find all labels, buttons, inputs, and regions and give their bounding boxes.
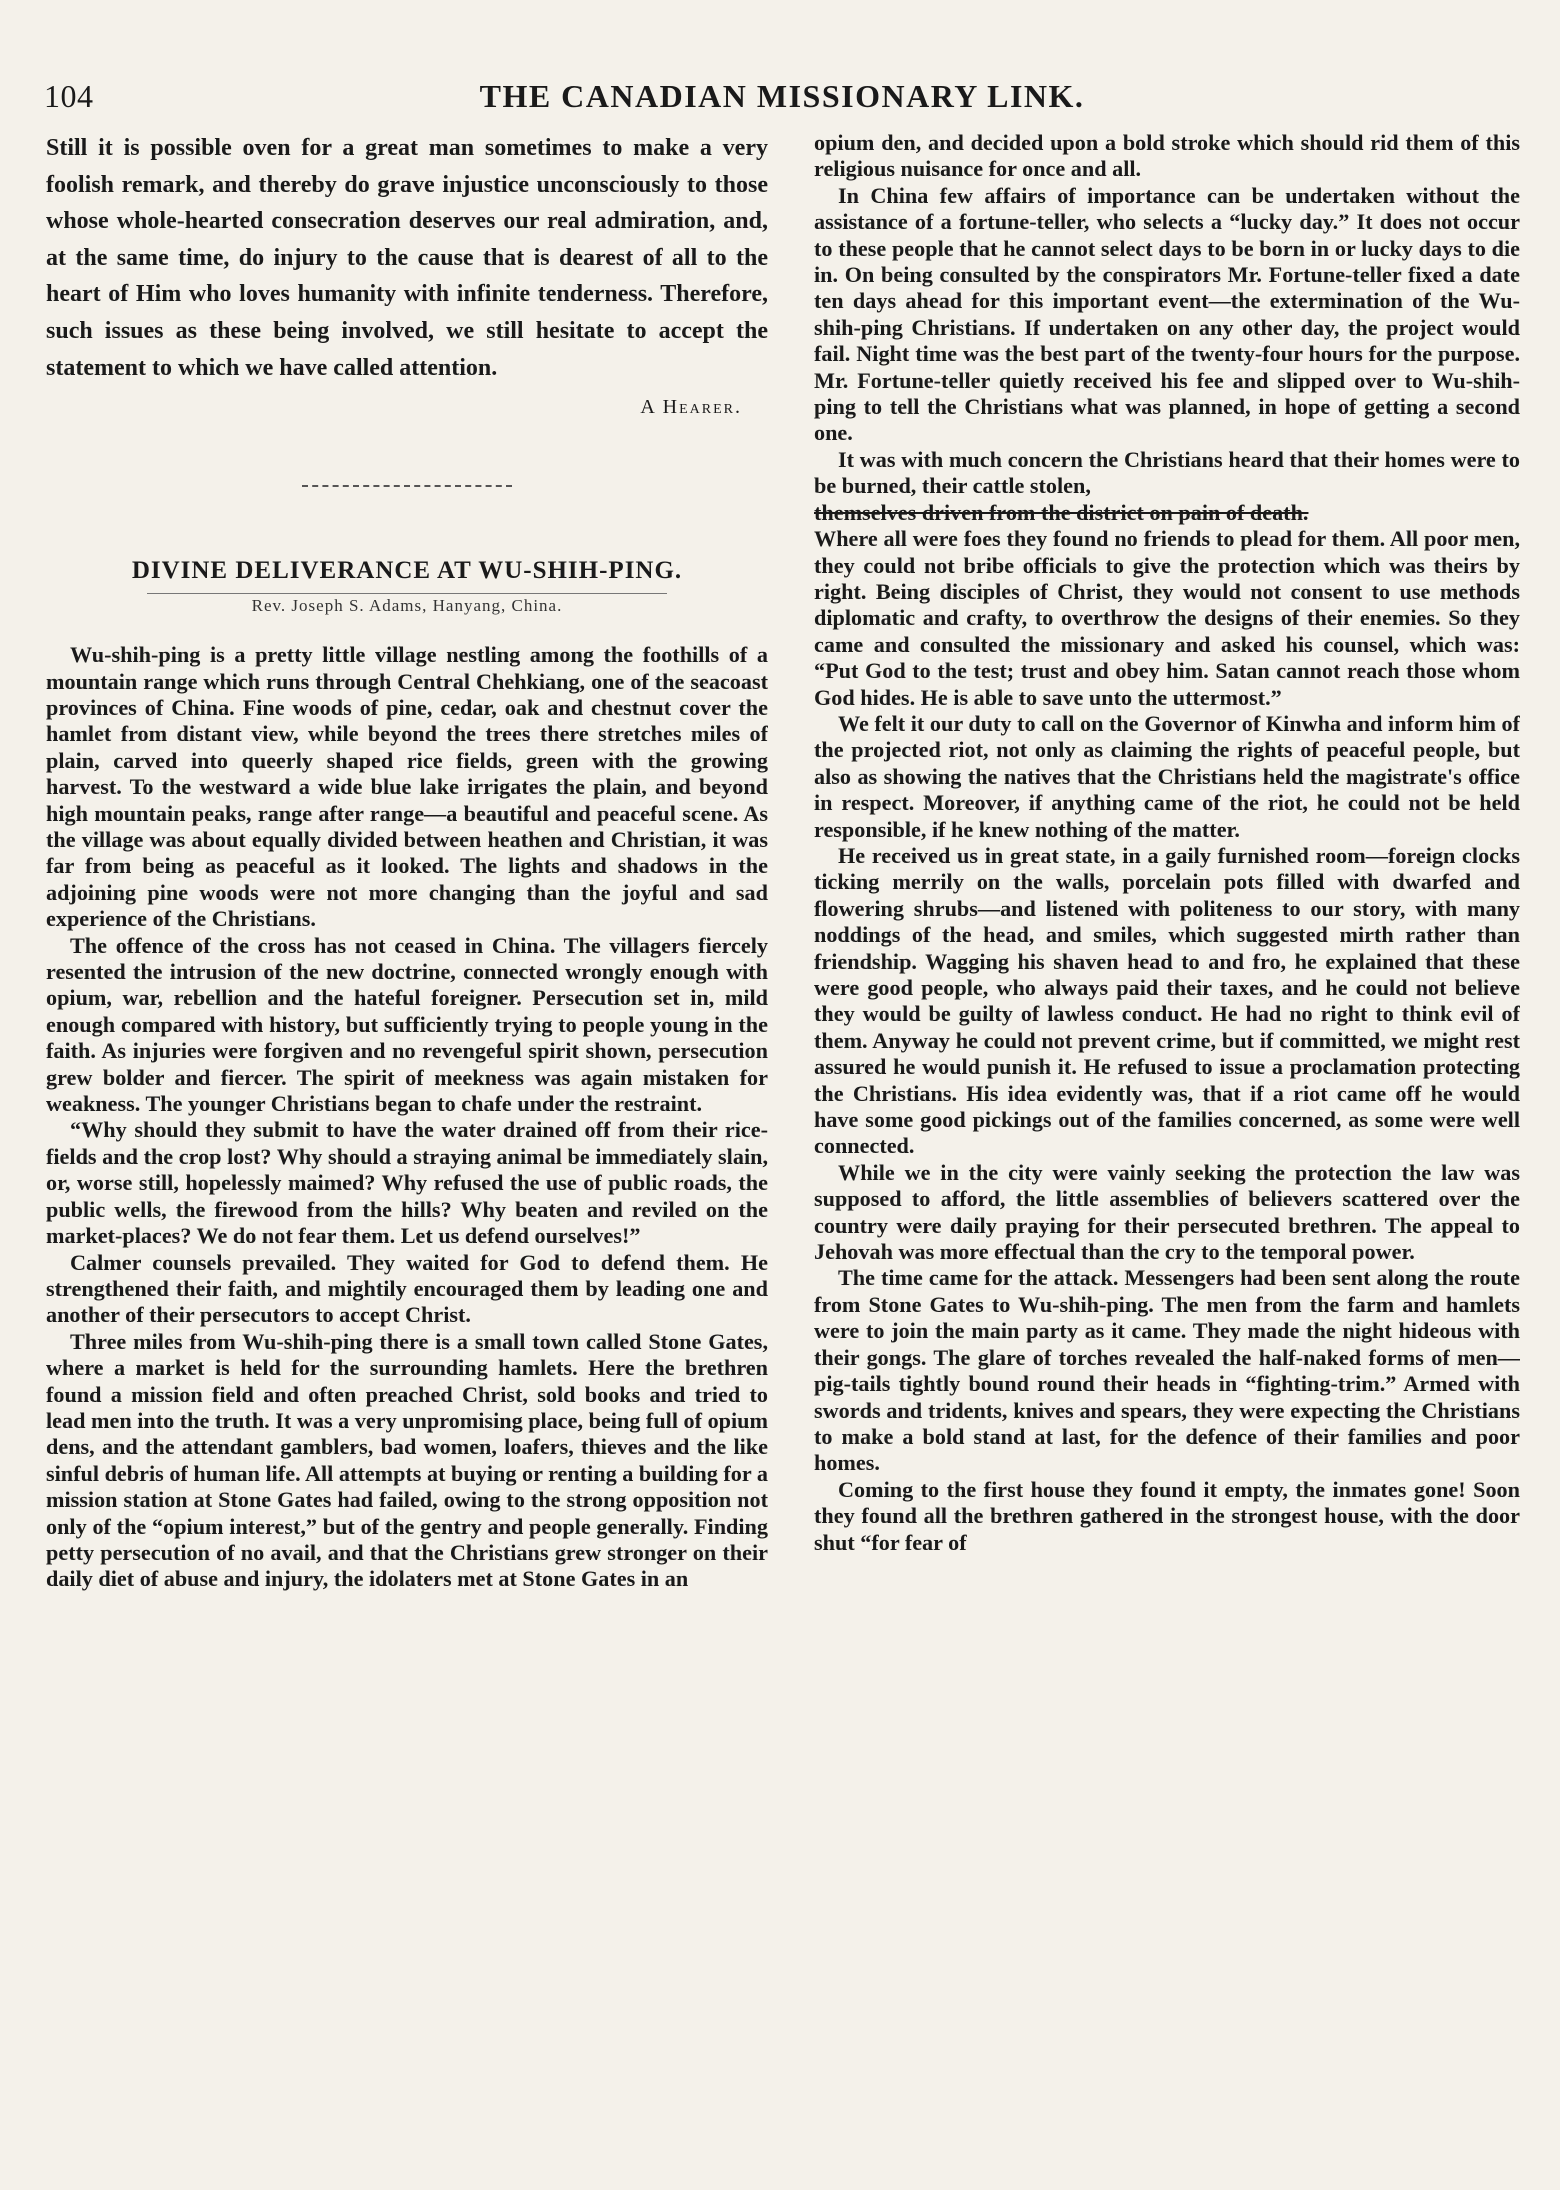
left-column (46, 130, 768, 2160)
paragraph: Coming to the first house they found it empty, the inmates gone! Soon they found all the brethren gathered in the strongest house, with the door shut “for fear of (814, 1476, 1520, 1555)
paragraph: The time came for the attack. Messengers had been sent along the route from Stone Gates to Wu-shih-ping. The men from the farm and hamlets were to join the main party as it came. They made the night hideous with their gongs. The glare of torches revealed the half-naked forms of men—pig-tails tightly bound round their heads in “fighting-trim.” Armed with swords and tridents, knives and spears, they were expecting the Christians to make a bold stand at last, for the defence of their families and poor homes. (814, 1265, 1520, 1476)
struck-line: themselves driven from the district on pain of death. (814, 499, 1309, 525)
right-column (814, 130, 1520, 2160)
paragraph: In China few affairs of importance can be undertaken without the assistance of a fortune-teller, who selects a “lucky day.” It does not occur to these people that he cannot select days to be born in or lucky days to die in. On being consulted by the conspirators Mr. Fortune-teller fixed a date ten days ahead for this important event—the extermination of the Wu-shih-ping Christians. If undertaken on any other day, the project would fail. Night time was the best part of the twenty-four hours for the purpose. Mr. Fortune-teller quietly received his fee and slipped over to Wu-shih-ping to tell the Christians what was planned, in hope of getting a second one. (814, 182, 1520, 446)
paragraph: It was with much concern the Christians heard that their homes were to be burned, their cattle stolen, (814, 446, 1520, 499)
paragraph: Where all were foes they found no friends to plead for them. All poor men, they could not bribe officials to give the protection which was theirs by right. Being disciples of Christ, they would not consent to use methods diplomatic and crafty, to overthrow the designs of their enemies. So they came and consulted the missionary and asked his counsel, which was: “Put God to the test; trust and obey him. Satan cannot reach those whom God hides. He is able to save unto the uttermost.” (814, 526, 1520, 710)
signature: A Hearer. (640, 396, 742, 419)
paragraph: We felt it our duty to call on the Governor of Kinwha and inform him of the projected riot, not only as claiming the rights of peaceful people, but also as showing the natives that the Christians held the magistrate's office in respect. Moreover, if anything came of the riot, he could not be held responsible, if he knew nothing of the matter. (814, 710, 1520, 842)
paragraph: Calmer counsels prevailed. They waited for God to defend them. He strengthened their faith, and mightily encouraged them by leading one and another of their persecutors to accept Christ. (46, 1249, 768, 1328)
paragraph: Wu-shih-ping is a pretty little village nestling among the foothills of a mountain range which runs through Central Chehkiang, one of the seacoast provinces of China. Fine woods of pine, cedar, oak and chestnut cover the hamlet from distant view, while beyond the trees there stretches miles of plain, carved into queerly shaped rice fields, green with the growing harvest. To the westward a wide blue lake irrigates the plain, and beyond high mountain peaks, range after range—a beautiful and peaceful scene. As the village was about equally divided between heathen and Christian, it was far from being as peaceful as it looked. The lights and shadows in the adjoining pine woods were not more changing than the joyful and sad experience of the Christians. (46, 642, 768, 932)
running-title: THE CANADIAN MISSIONARY LINK. (479, 78, 1085, 114)
paragraph: The offence of the cross has not ceased in China. The villagers fiercely resented the intrusion of the new doctrine, connected wrongly enough with opium, war, rebellion and the hateful foreigner. Persecution set in, mild enough compared with history, but sufficiently trying to people young in the faith. As injuries were forgiven and no revengeful spirit shown, persecution grew bolder and fiercer. The spirit of meekness was again mistaken for weakness. The younger Christians began to chafe under the restraint. (46, 932, 768, 1117)
article-title: DIVINE DELIVERANCE AT WU-SHIH-PING. (131, 557, 683, 585)
byline: Rev. Joseph S. Adams, Hanyang, China. (147, 593, 667, 616)
page-header (44, 72, 1520, 124)
paragraph: “Why should they submit to have the water drained off from their rice-fields and the crop lost? Why should a straying animal be immediately slain, or, worse still, hopelessly maimed? Why refused the use of public roads, the public wells, the firewood from the hills? Why beaten and reviled on the market-places? We do not fear them. Let us defend ourselves!” (46, 1117, 768, 1249)
closing-paragraph: Still it is possible oven for a great man sometimes to make a very foolish remark, and thereby do grave injustice unconsciously to those whose whole-hearted consecration deserves our real admiration, and, at the same time, do injury to the cause that is dearest of all to the heart of Him who loves humanity with infinite tenderness. Therefore, such issues as these being involved, we still hesitate to accept the statement to which we have called attention. (46, 135, 768, 381)
page (44, 72, 1520, 2162)
paragraph: He received us in great state, in a gaily furnished room—foreign clocks ticking merrily on the walls, porcelain pots filled with dwarfed and flowering shrubs—and listened with politeness to our story, with many noddings of the head, and smiles, which suggested mirth rather than friendship. Wagging his shaven head to and fro, he explained that these were good people, who always paid their taxes, and he could not believe they would be guilty of lawless conduct. He had no right to think evil of them. Anyway he could not prevent crime, but if committed, we might rest assured he would punish it. He refused to issue a proclamation protecting the Christians. His idea evidently was, that if a riot came off he would have some good pickings out of the families concerned, as some were well connected. (814, 842, 1520, 1159)
page-number: 104 (44, 78, 94, 114)
paragraph: Three miles from Wu-shih-ping there is a small town called Stone Gates, where a market is held for the surrounding hamlets. Here the brethren found a mission field and often preached Christ, sold books and tried to lead men into the truth. It was a very unpromising place, being full of opium dens, and the attendant gamblers, bad women, loafers, thieves and the like sinful debris of human life. All attempts at buying or renting a building for a mission station at Stone Gates had failed, owing to the strong opposition not only of the “opium interest,” but of the gentry and people generally. Finding petty persecution of no avail, and that the Christians grew stronger on their daily diet of abuse and injury, the idolaters met at Stone Gates in an (46, 1328, 768, 1592)
paragraph: opium den, and decided upon a bold stroke which should rid them of this religious nuisance for once and all. (814, 130, 1520, 182)
article-columns (44, 130, 1520, 2160)
paragraph: While we in the city were vainly seeking the protection the law was supposed to afford, the little assemblies of believers scattered over the country were daily praying for their persecuted brethren. The appeal to Jehovah was more effectual than the cry to the temporal power. (814, 1159, 1520, 1265)
section-divider (302, 485, 512, 487)
